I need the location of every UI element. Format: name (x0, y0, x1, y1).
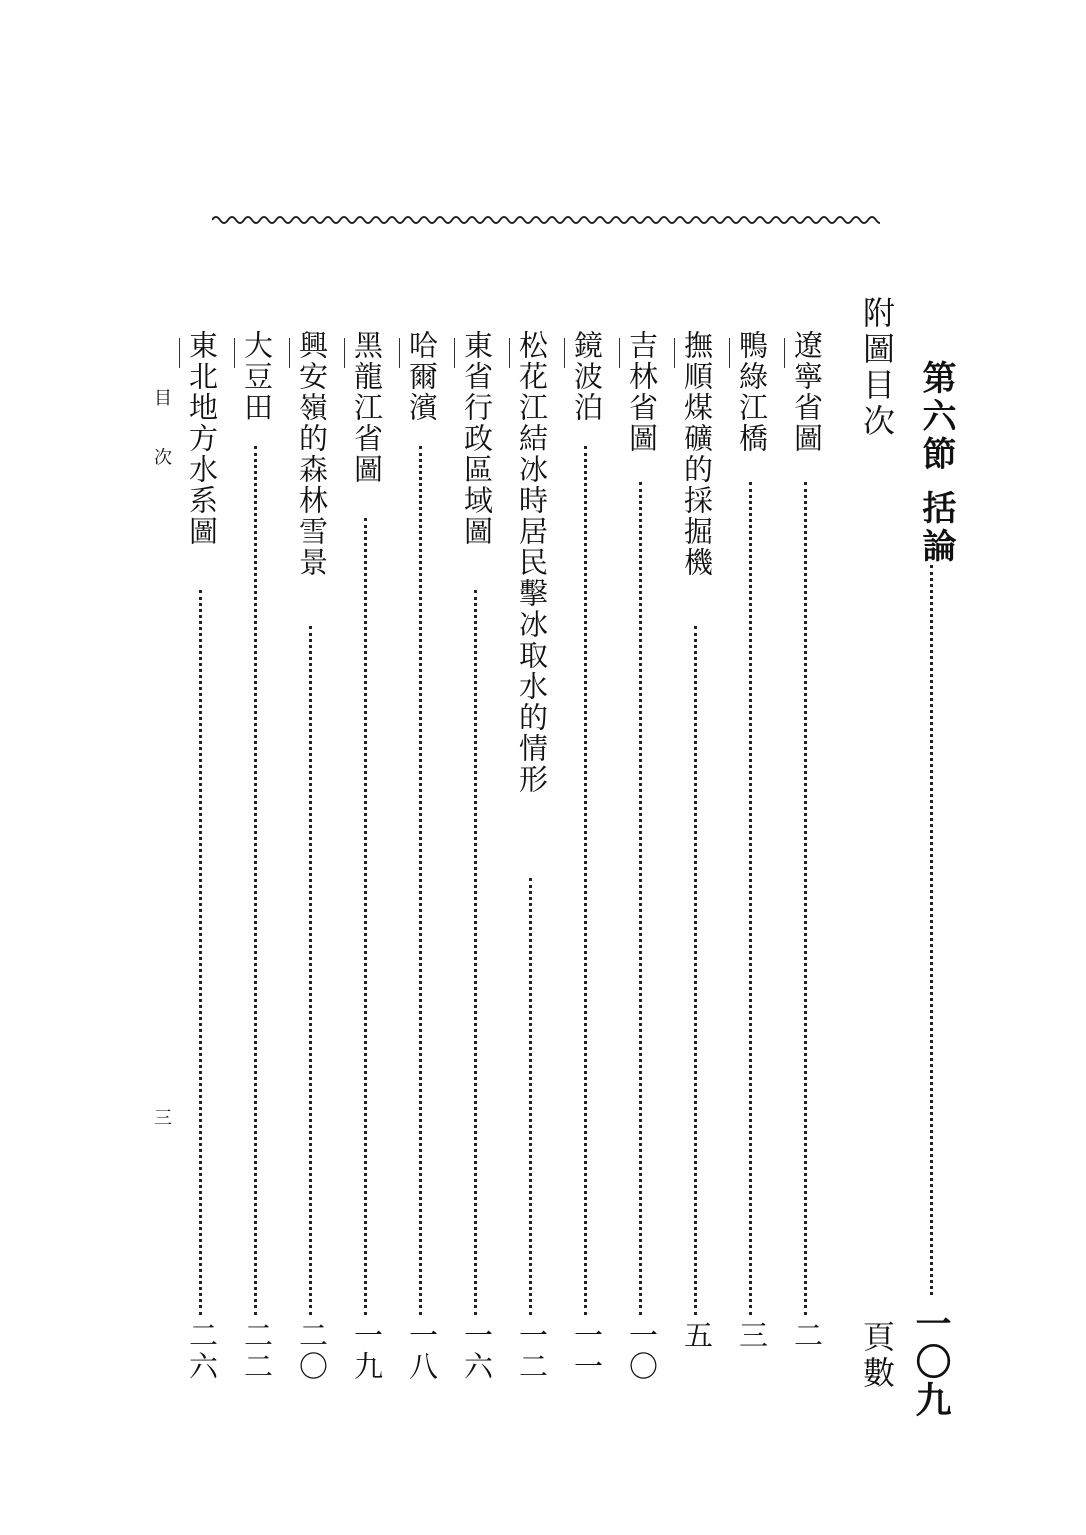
figure-page-number: 三 (735, 1320, 769, 1351)
leader-dots (364, 518, 367, 1315)
leader-dots (639, 482, 642, 1315)
section-heading: 第六節 括論 (916, 360, 956, 566)
figure-title: 遼寧省圖 (790, 330, 824, 454)
leader-dots (694, 626, 697, 1315)
entry-marker-line (729, 338, 730, 368)
leader-dots (254, 446, 257, 1315)
figure-title: 大豆田 (240, 330, 274, 423)
figure-page-number: 一二 (515, 1320, 549, 1382)
page-column-label: 頁數 (858, 1320, 896, 1392)
entry-marker-line (399, 338, 400, 368)
figure-title: 撫順煤礦的採掘機 (680, 330, 714, 578)
figure-page-number: 二 (790, 1320, 824, 1351)
page-folio: 三 (151, 1108, 172, 1126)
figure-page-number: 一八 (405, 1320, 439, 1382)
figure-page-number: 一九 (350, 1320, 384, 1382)
entry-marker-line (674, 338, 675, 368)
entry-marker-line (619, 338, 620, 368)
leader-dots (419, 446, 422, 1315)
running-head: 目 次 (151, 388, 172, 484)
wavy-divider-rule (212, 212, 880, 228)
entry-marker-line (784, 338, 785, 368)
figure-title: 興安嶺的森林雪景 (295, 330, 329, 578)
entry-marker-line (179, 338, 180, 368)
figure-title: 鏡波泊 (570, 330, 604, 423)
figure-title: 鴨綠江橋 (735, 330, 769, 454)
figure-page-number: 二六 (185, 1320, 219, 1382)
entry-marker-line (454, 338, 455, 368)
figure-title: 東省行政區域圖 (460, 330, 494, 547)
figure-title: 哈爾濱 (405, 330, 439, 423)
entry-marker-line (564, 338, 565, 368)
figure-title: 吉林省圖 (625, 330, 659, 454)
leader-dots (199, 590, 202, 1315)
entry-marker-line (344, 338, 345, 368)
leader-dots (529, 878, 532, 1315)
section-page-number: 一〇九 (910, 1305, 952, 1419)
entry-marker-line (234, 338, 235, 368)
leader-dots (584, 446, 587, 1315)
leader-dots (474, 590, 477, 1315)
figure-page-number: 二二 (240, 1320, 274, 1382)
figure-page-number: 一一 (570, 1320, 604, 1382)
figure-page-number: 一六 (460, 1320, 494, 1382)
leader-dots (804, 482, 807, 1315)
figure-page-number: 五 (680, 1320, 714, 1351)
entry-marker-line (289, 338, 290, 368)
entry-marker-line (509, 338, 510, 368)
figure-title: 松花江結冰時居民擊冰取水的情形 (515, 330, 549, 795)
figure-title: 黑龍江省圖 (350, 330, 384, 485)
figure-page-number: 二〇 (295, 1320, 329, 1382)
figure-title: 東北地方水系圖 (185, 330, 219, 547)
leader-dots (309, 626, 312, 1315)
figures-list-title: 附圖目次 (858, 296, 896, 440)
figure-page-number: 一〇 (625, 1320, 659, 1382)
leader-dots (749, 482, 752, 1315)
